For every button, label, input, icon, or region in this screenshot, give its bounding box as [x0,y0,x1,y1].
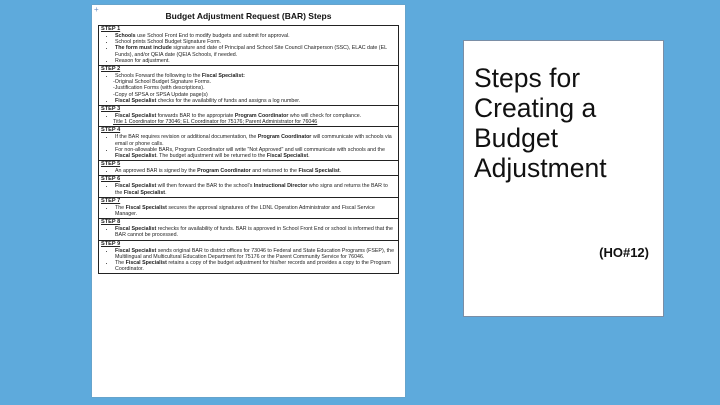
handout-number: (HO#12) [599,245,649,260]
step-text: The [115,260,126,267]
step-text: retains a copy of the budget adjustment for his/her records and provides a copy to the Program Coordinator. [115,260,391,273]
step-list [101,183,396,195]
step-text: Reason for adjustment. [115,57,170,64]
step-heading: STEP 3 [101,106,121,113]
step-text: Schools Forward the following to the [115,73,202,80]
bold-text: Fiscal Specialist [115,183,157,190]
step-text: If the BAR requires revision or additional documentation, the [115,134,258,141]
step-bullet [115,168,396,174]
step-bullet [115,45,396,57]
title-panel [463,40,664,317]
step-section [99,126,398,160]
step-list [101,168,396,174]
step-text: The [115,204,126,211]
step-heading: STEP 9 [101,240,121,247]
step-text: sends original BAR to district offices for 73046 to Federal and State Education Programs (FSEP), the Multilingual and Multicultural Education Department for 75176 or the Parent Community Service for 76046. [115,247,395,260]
step-text: For non-allowable BARs, Program Coordinator will write "Not Approved" and will communicate with schools and the [115,146,385,153]
step-text: . The budget adjustment will be returned to the [156,153,267,160]
steps-table [98,25,399,274]
step-text: An approved BAR is signed by the [115,168,198,175]
step-text: . [165,189,167,196]
bold-text: Program Coordinator [234,113,289,120]
step-text: rechecks for availability of funds. BAR is approved in School Front End or school is informed that the BAR cannot be processed. [115,226,393,239]
bold-text: Fiscal Specialist: [201,73,245,80]
bold-text: Fiscal Specialist [115,226,157,233]
step-section [99,240,398,274]
step-list [101,248,396,273]
step-text: who will check for compliance. [288,113,362,120]
move-handle-icon[interactable]: + [94,5,99,14]
step-list [101,33,396,64]
step-bullet [115,183,396,195]
step-subitem: -Copy of SPSA or SPSA Update page(s) [113,91,208,98]
step-text: secures the approval signatures of the LDNL Operation Administrator and Fiscal Service Manager. [115,204,375,218]
step-section [99,218,398,239]
step-bullet [115,147,396,159]
bold-text: Instructional Director [253,183,308,190]
step-list [101,226,396,238]
step-text: . [339,168,342,175]
step-list [101,205,396,217]
step-subitem: -Original School Budget Signature Forms. [113,79,212,86]
step-text: signature and date of Principal and School Site Council Chairperson (SSC), ELAC date (EL Funds), and/or QEIA date (QEIA Schools, if needed. [115,45,387,58]
step-bullet [115,205,396,217]
step-bullet [115,134,396,146]
step-section [99,160,398,175]
step-section [99,65,398,105]
step-heading: STEP 7 [101,197,121,204]
step-text: . [308,153,310,160]
step-section [99,26,398,65]
step-subitem: -Justification Forms (with descriptions). [113,85,205,92]
step-heading: STEP 4 [101,127,121,134]
bold-text: Schools [115,33,136,39]
step-bullet [115,260,396,272]
bold-text: Fiscal Specialist [115,113,157,120]
step-section [99,105,398,126]
step-section [99,197,398,218]
step-text: use School Front End to modify budgets and submit for approval. [135,33,290,39]
step-list [101,134,396,159]
bold-text: The form must include [115,45,172,52]
bold-text: Program Coordinator [197,168,251,175]
step-heading: STEP 6 [101,176,121,183]
document-title: Budget Adjustment Request (BAR) Steps [165,11,332,21]
bold-text: Fiscal Specialist [115,153,157,160]
step-text: and returned to the [250,168,299,175]
bold-text: Program Coordinator [257,134,312,141]
slide-title: Steps for Creating a Budget Adjustment [474,63,607,183]
bold-text: Fiscal Specialist [298,168,340,175]
document-page [92,5,405,397]
bold-text: Fiscal Specialist [123,189,166,196]
bold-text: Fiscal Specialist [125,204,167,211]
step-text: School prints School Budget Signature Form. [115,39,221,46]
step-text: will communicate with schools via email or phone calls. [115,134,392,147]
step-heading: STEP 5 [101,161,121,168]
step-section [99,175,398,196]
step-note: Title 1 Coordinator for 73046; EL Coordinator for 75176; Parent Administrator for 76046 [113,119,318,126]
step-text: who signs and returns the BAR to the [115,183,388,196]
bold-text: Fiscal Specialist [115,97,157,104]
step-text: checks for the availability of funds and assigns a log number. [156,97,301,104]
step-text: forwards BAR to the appropriate [156,113,235,120]
step-text: will then forward the BAR to the school's [156,183,254,190]
bold-text: Fiscal Specialist [115,247,157,254]
step-list [101,98,396,104]
bold-text: Fiscal Specialist [266,153,309,160]
step-bullet [115,248,396,260]
step-bullet [115,58,396,64]
step-bullet [115,98,396,104]
step-bullet [115,226,396,238]
step-heading: STEP 8 [101,219,121,226]
step-heading: STEP 2 [101,66,121,73]
step-heading: STEP 1 [101,26,121,32]
bold-text: Fiscal Specialist [125,260,167,267]
